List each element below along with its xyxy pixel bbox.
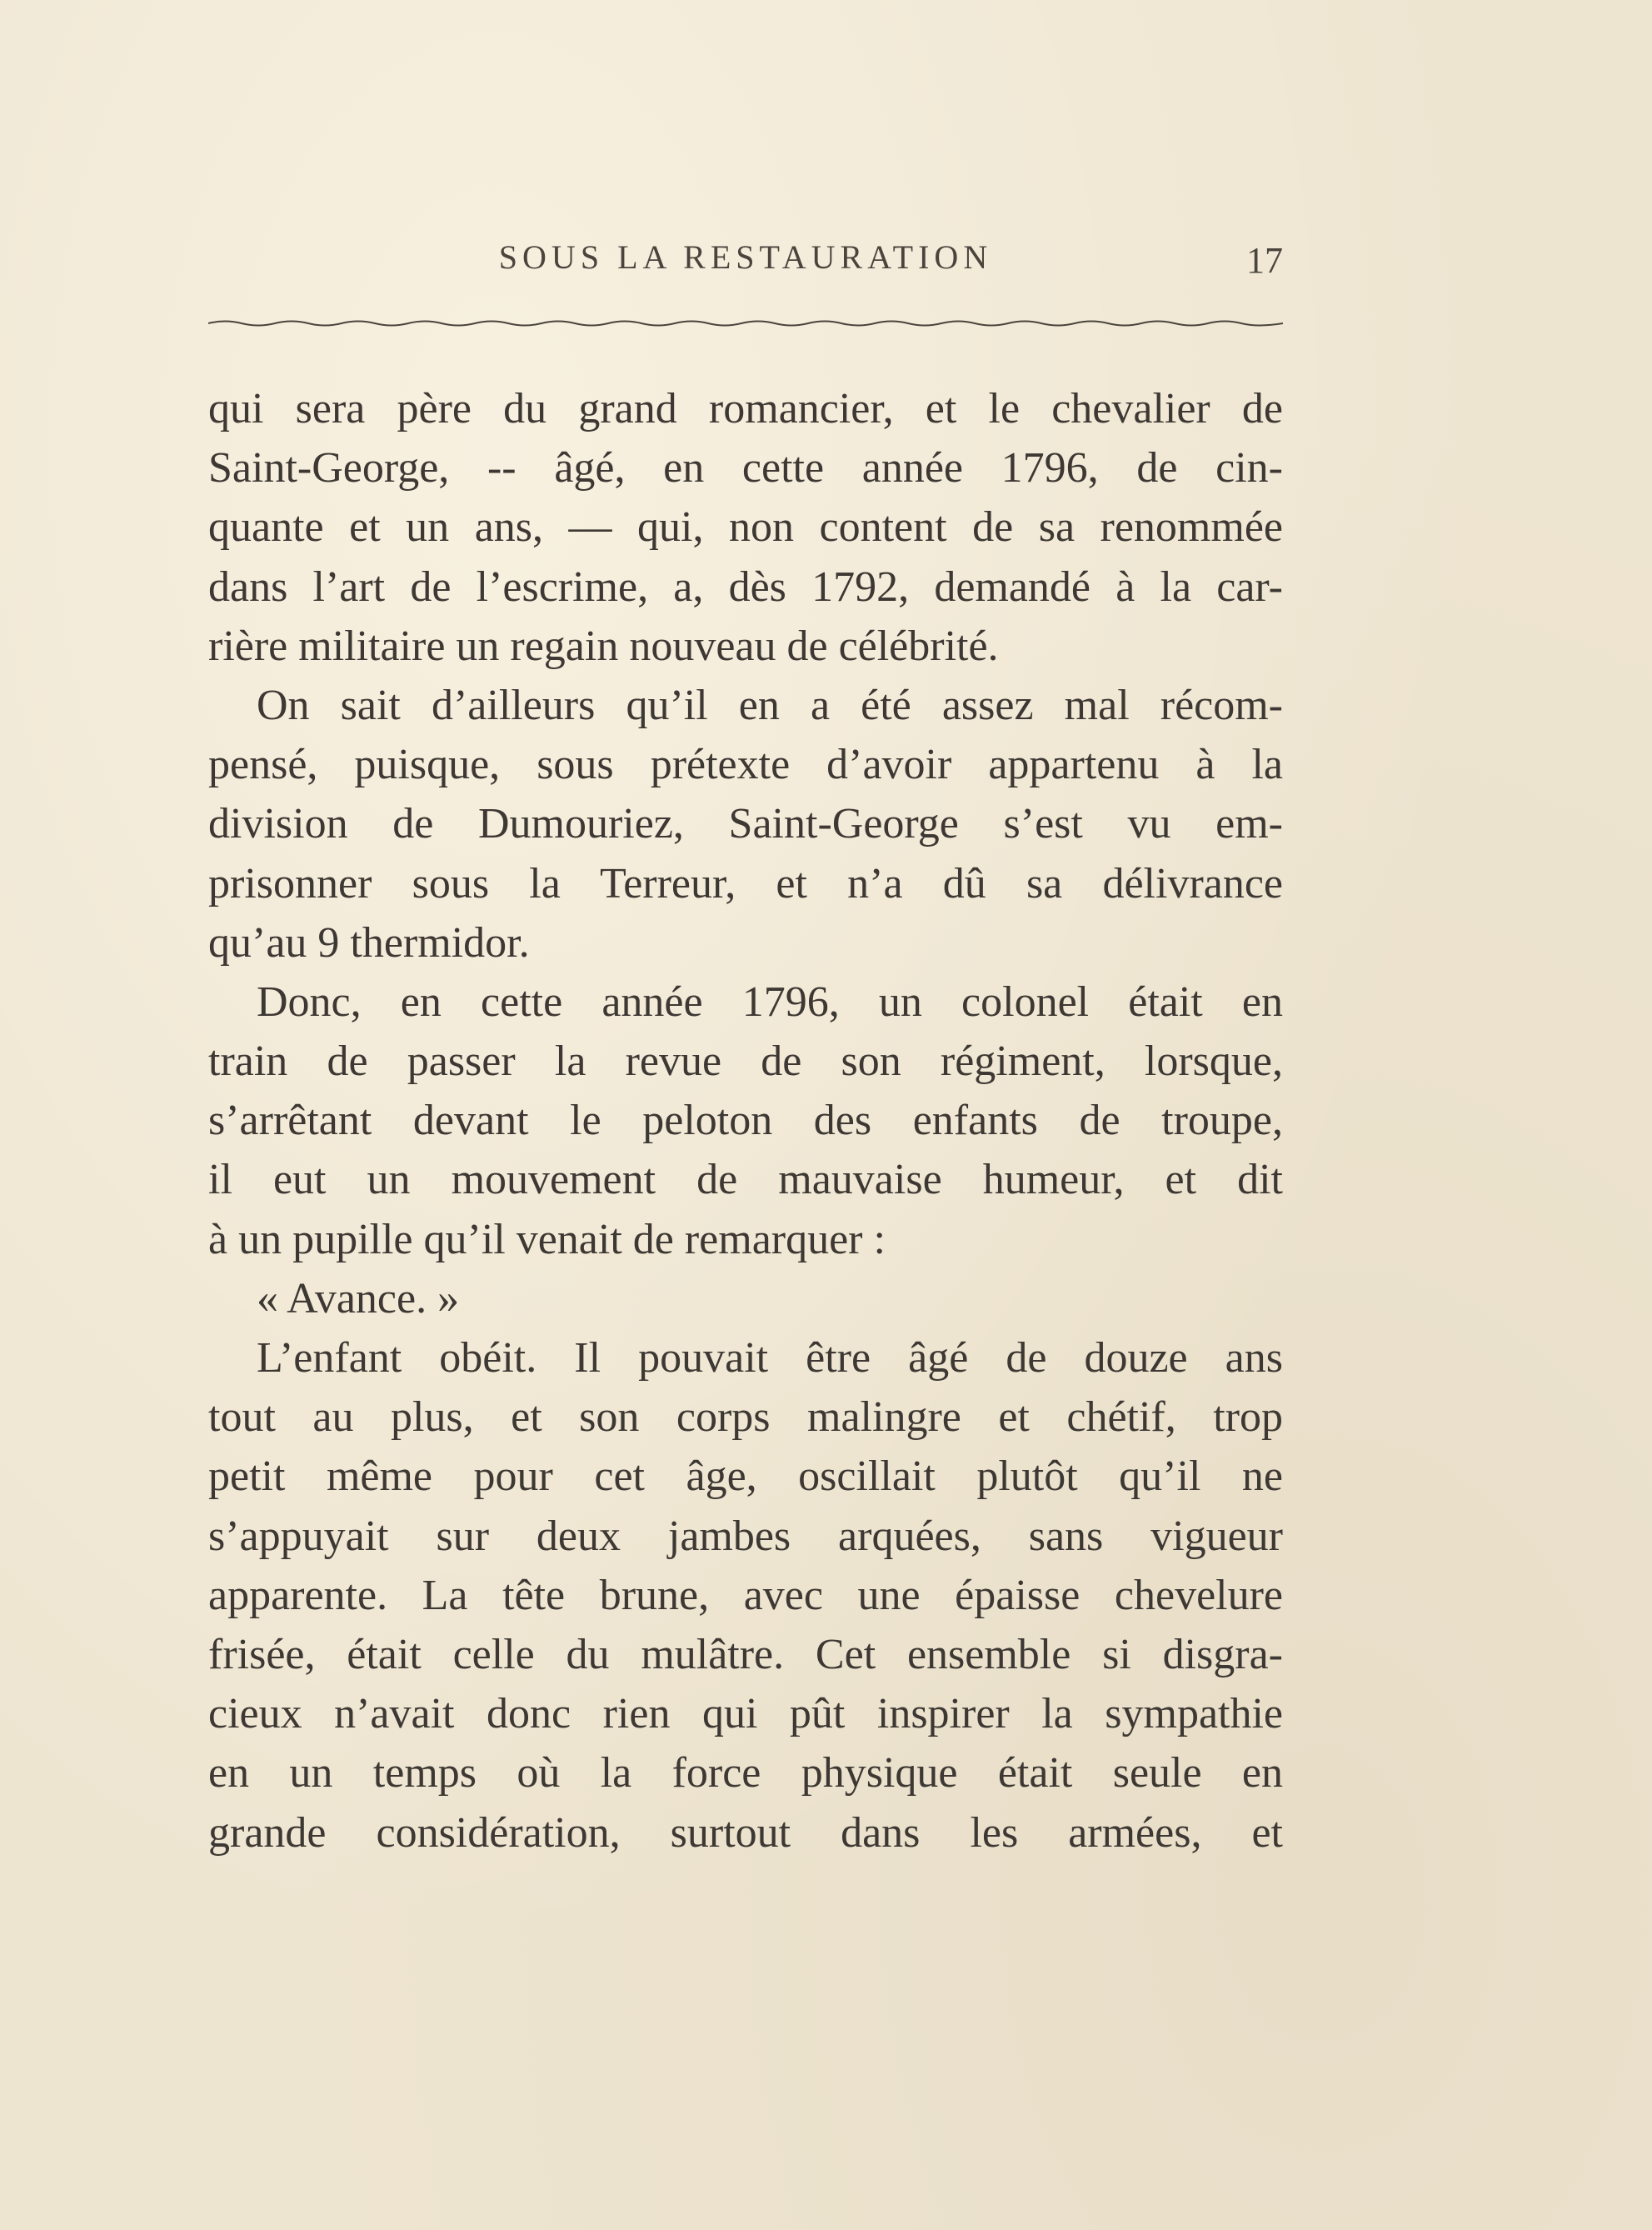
text-line: petit même pour cet âge, oscillait plutôt qu’il ne	[208, 1452, 1283, 1501]
text-line: rière militaire un regain nouveau de célébrité.	[208, 622, 999, 670]
body-text	[208, 379, 1283, 1862]
text-line: grande considération, surtout dans les armées, et	[208, 1808, 1283, 1857]
text-line: L’enfant obéit. Il pouvait être âgé de douze ans	[257, 1334, 1283, 1382]
text-line: il eut un mouvement de mauvaise humeur, et dit	[208, 1156, 1283, 1204]
text-line: prisonner sous la Terreur, et n’a dû sa délivrance	[208, 859, 1283, 908]
text-line: tout au plus, et son corps malingre et chétif, trop	[208, 1393, 1283, 1442]
text-line: s’arrêtant devant le peloton des enfants de troupe,	[208, 1097, 1283, 1145]
text-line: qu’au 9 thermidor.	[208, 918, 530, 967]
text-line: division de Dumouriez, Saint-George s’est vu em-	[208, 800, 1283, 848]
text-line: cieux n’avait donc rien qui pût inspirer la sympathie	[208, 1690, 1283, 1738]
text-line: en un temps où la force physique était seule en	[208, 1749, 1283, 1798]
text-line: dans l’art de l’escrime, a, dès 1792, demandé à la car-	[208, 562, 1283, 611]
text-line: frisée, était celle du mulâtre. Cet ensemble si disgra-	[208, 1630, 1283, 1678]
text-line: train de passer la revue de son régiment, lorsque,	[208, 1038, 1283, 1086]
text-line: pensé, puisque, sous prétexte d’avoir appartenu à la	[208, 741, 1283, 789]
text-line: Donc, en cette année 1796, un colonel était en	[257, 978, 1283, 1026]
text-line: à un pupille qu’il venait de remarquer :	[208, 1215, 886, 1263]
running-head-title: SOUS LA RESTAURATION	[498, 238, 993, 276]
page-number: 17	[1246, 240, 1283, 281]
header-ornamental-rule	[208, 317, 1283, 328]
text-line: apparente. La tête brune, avec une épaisse chevelure	[208, 1571, 1283, 1619]
running-head	[208, 238, 1283, 296]
text-line: On sait d’ailleurs qu’il en a été assez mal récom-	[257, 681, 1283, 729]
text-line: s’appuyait sur deux jambes arquées, sans vigueur	[208, 1512, 1283, 1560]
text-line: « Avance. »	[257, 1274, 460, 1322]
text-line: Saint-George, -- âgé, en cette année 1796, de cin-	[208, 444, 1283, 492]
text-line: qui sera père du grand romancier, et le chevalier de	[208, 385, 1283, 432]
text-line: quante et un ans, — qui, non content de sa renommée	[208, 503, 1283, 552]
